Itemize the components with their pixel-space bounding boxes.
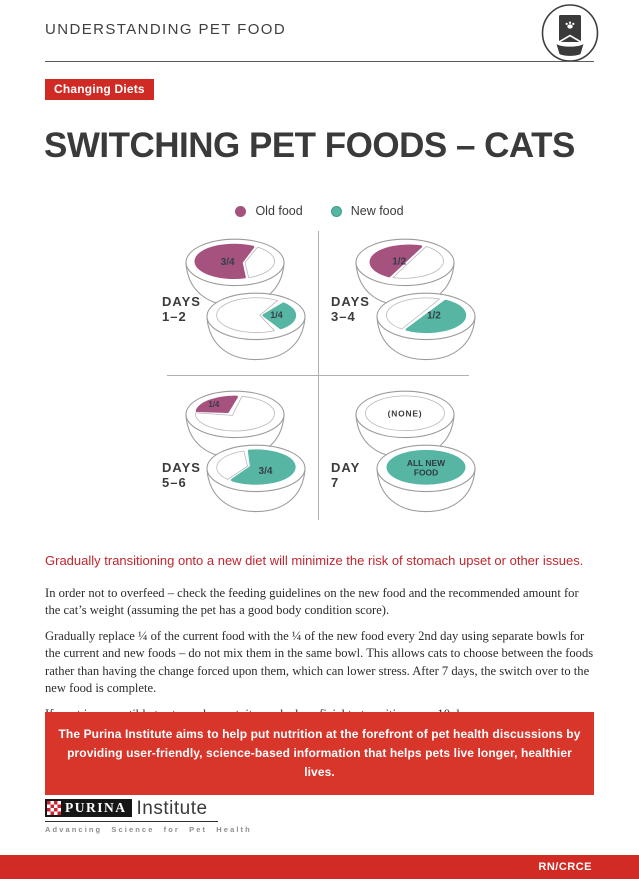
- bowl-new-food-three-quarters: [203, 442, 309, 520]
- quadrant-label-day-7: DAY 7: [331, 460, 361, 491]
- document-header-title: UNDERSTANDING PET FOOD: [45, 21, 287, 38]
- bowl-new-food-half: [373, 290, 479, 368]
- quadrant-label-days-3-4: DAYS 3–4: [331, 294, 370, 325]
- logo-divider: [45, 821, 218, 822]
- purina-checkerboard-icon: [47, 801, 61, 815]
- portion-label: (NONE): [387, 408, 423, 419]
- legend-label: New food: [350, 204, 404, 218]
- quadrant-label-days-1-2: DAYS 1–2: [162, 294, 201, 325]
- quadrant-label-days-5-6: DAYS 5–6: [162, 460, 201, 491]
- purina-institute-logo: [45, 798, 252, 834]
- portion-label: ALL NEW: [406, 458, 446, 469]
- portion-label: 3/4: [220, 256, 235, 268]
- purina-wordmark: [45, 799, 132, 817]
- portion-label: 1/2: [392, 256, 407, 268]
- bowl-new-food-one-quarter: [203, 290, 309, 368]
- body-copy: [45, 585, 597, 732]
- portion-label: 1/4: [208, 399, 220, 409]
- portion-label: FOOD: [413, 467, 439, 478]
- paragraph-gradual-replacement: Gradually replace ¼ of the current food with the ¼ of the new food every 2nd day using separate bowls for the current and new foods – do not mix them in the same bowl. This allows cats to choose between the foods rather than having the change forced upon them, which can lower stress. After 7 days, the switch over to the new food is complete.: [45, 629, 594, 695]
- info-box-line: The Purina Institute aims to help put nutrition at the forefront of pet health discussions by: [58, 727, 581, 741]
- page-title: SWITCHING PET FOODS – CATS: [44, 126, 575, 165]
- brand-tagline: Advancing Science for Pet Health: [45, 825, 252, 834]
- footer-code-bar: [0, 855, 639, 879]
- highlight-sentence: Gradually transitioning onto a new diet will minimize the risk of stomach upset or other issues.: [45, 553, 584, 568]
- bowl-all-new-food: [373, 442, 479, 520]
- paragraph-feeding-guidelines: In order not to overfeed – check the feeding guidelines on the new food and the recommended amount for the cat’s weight (assuming the pet has a good body condition score).: [45, 586, 579, 618]
- quadrant-divider-horizontal: [167, 375, 469, 376]
- brand-name: PURINA: [65, 800, 127, 815]
- brand-suffix: Institute: [136, 798, 208, 819]
- purina-institute-info-box: [45, 712, 594, 795]
- portion-label: 3/4: [258, 466, 273, 478]
- legend-label: Old food: [255, 204, 303, 218]
- portion-label: 1/2: [426, 310, 441, 322]
- document-code: RN/CRCE: [538, 861, 592, 873]
- category-badge: Changing Diets: [45, 79, 154, 100]
- portion-label: 1/4: [270, 309, 283, 320]
- info-box-line: providing user-friendly, science-based information that helps pets live longer, healthier lives.: [67, 746, 572, 780]
